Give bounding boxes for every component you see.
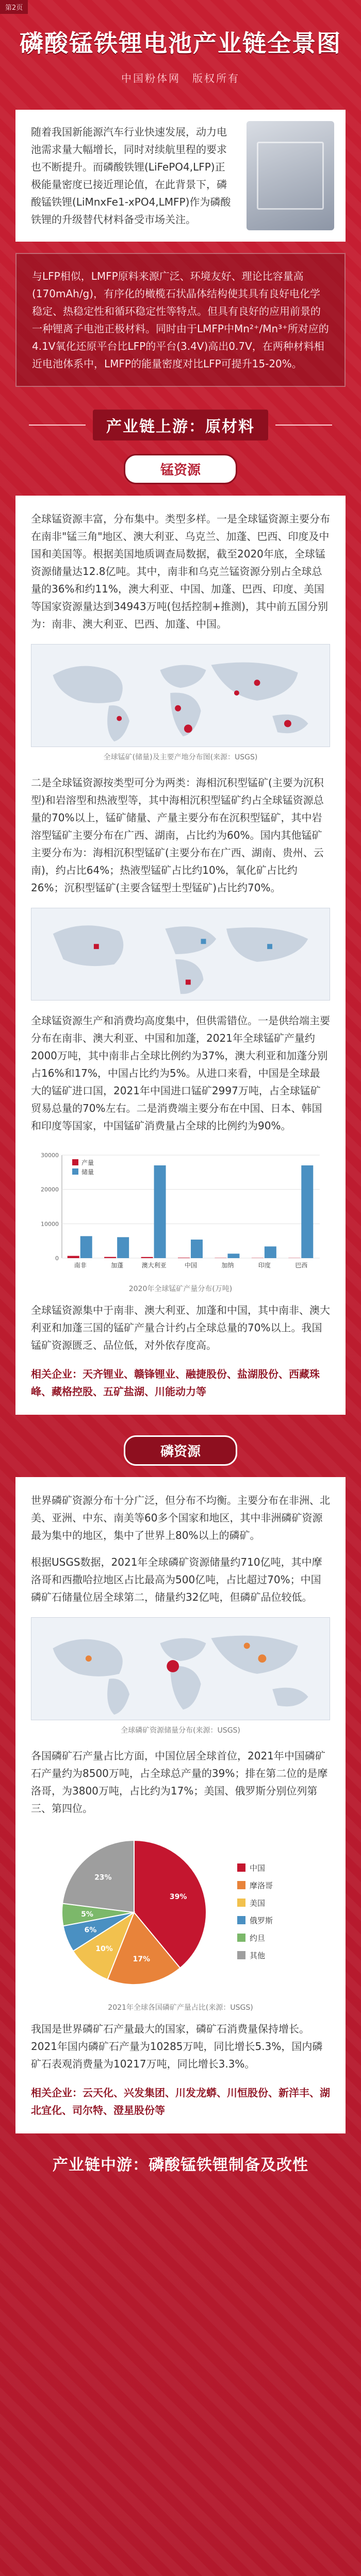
phosphorus-chart-caption: 2021年全球各国磷矿产量占比(来源：USGS) <box>108 2004 253 2012</box>
x-tick-label: 加蓬 <box>111 1262 124 1269</box>
type-map-svg <box>31 908 330 1000</box>
legend-label: 约旦 <box>250 1934 266 1943</box>
phosphorus-p2: 根据USGS数据，2021年全球磷矿资源储量约710亿吨，其中摩洛哥和西撒哈拉地区占比最高为500亿吨，占比超过70%；中国磷矿石储量位居全球第二，储量约32亿吨，但磷矿品位较低。 <box>31 1556 322 1603</box>
legend-label: 美国 <box>250 1899 266 1908</box>
slice-label: 6% <box>84 1926 97 1935</box>
phosphorus-p1: 世界磷矿资源分布十分广泛，但分布不均衡。主要分布在非洲、北美、亚洲、中东、南美等60多个国家和地区，其中非洲磷矿资源最为集中的地区，集中了世界上80%以上的磷矿。 <box>31 1494 330 1541</box>
x-tick-label: 南非 <box>74 1262 87 1269</box>
y-tick-label: 20000 <box>41 1186 59 1193</box>
legend-swatch <box>72 1168 78 1175</box>
bar <box>104 1257 116 1258</box>
legend-label: 储量 <box>81 1168 94 1176</box>
upstream-banner <box>0 410 361 440</box>
world-map-svg <box>31 645 330 747</box>
bar <box>141 1257 153 1258</box>
phosphorus-p3: 各国磷矿石产量占比方面，中国位居全球首位，2021年中国磷矿石产量约为8500万吨，占全球总产量的39%；排在第二位的是摩洛哥，为3800万吨，占比约为17%；美国、俄罗斯分别位列第三、第四位。 <box>31 1750 328 1815</box>
bar <box>117 1237 129 1258</box>
manganese-bar-svg <box>31 1145 330 1279</box>
intro2-card <box>15 253 346 387</box>
phosphorus-pie-chart <box>31 1827 330 2013</box>
banner-line-left <box>29 425 86 426</box>
legend-label: 产量 <box>81 1159 94 1166</box>
legend-swatch <box>237 1934 245 1942</box>
slice-label: 10% <box>95 1945 113 1954</box>
bar <box>191 1240 203 1258</box>
slice-label: 39% <box>169 1893 187 1902</box>
bar <box>227 1253 239 1258</box>
legend-swatch <box>237 1899 245 1907</box>
legend-swatch <box>237 1863 245 1872</box>
legend-label: 俄罗斯 <box>250 1916 273 1925</box>
manganese-world-map <box>31 644 330 747</box>
battery-photo <box>247 121 334 230</box>
slice-label: 5% <box>81 1910 93 1919</box>
manganese-related: 相关企业：天齐锂业、赣锋锂业、融捷股份、盐湖股份、西藏珠峰、藏格控股、五矿盐湖、川能动力等 <box>31 1368 320 1398</box>
phosphorus-world-map <box>31 1617 330 1720</box>
phosphorus-p4: 我国是世界磷矿石产量最大的国家，磷矿石消费量保持增长。2021年国内磷矿石产量为10285万吨，同比增长5.3%，国内磷矿石表观消费量为10217万吨，同比增长3.3%。 <box>31 2023 323 2070</box>
legend-label: 中国 <box>250 1863 266 1873</box>
intro2-text: 与LFP相似，LMFP原料来源广泛、环境友好、理论比容量高(170mAh/g)，有序化的橄榄石状晶体结构使其具有良好电化学稳定、热稳定性和循环稳定性等特点。但具有良好的应用前景的一种锂离子电池正极材料。同时由于LMFP中Mn²⁺/Mn³⁺所对应的4.1V氧化还原平台比LFP的平台(3.4V)高出0.7V，在两种材料相近电池体系中，LMFP的能量密度对比LFP可提升15-20%。 <box>32 270 329 370</box>
page-tag: 第2页 <box>0 0 28 14</box>
legend-swatch <box>237 1951 245 1959</box>
phosphorus-pill: 磷资源 <box>124 1435 237 1466</box>
bar <box>265 1246 276 1258</box>
bar <box>68 1256 79 1258</box>
legend-label: 其他 <box>250 1951 266 1960</box>
intro-text: 随着我国新能源汽车行业快速发展，动力电池需求量大幅增长，同时对续航里程的要求也不断提升。而磷酸铁锂(LiFePO4,LFP)正极能量密度已接近理论值，在此背景下，磷酸锰铁锂(LiMnxFe1-xPO4,LMFP)作为磷酸铁锂的升级替代材料备受市场关注。 <box>31 126 231 226</box>
phosphorus-map-caption: 全球磷矿资源储量分布(来源：USGS) <box>121 1726 240 1735</box>
source-line: 中国粉体网 版权所有 <box>121 72 240 84</box>
bar <box>80 1236 92 1258</box>
bar <box>154 1165 166 1258</box>
manganese-card <box>15 496 346 1415</box>
y-tick-label: 10000 <box>41 1221 59 1228</box>
legend-swatch <box>237 1881 245 1889</box>
manganese-map-caption: 全球锰矿(储量)及主要产地分布图(来源：USGS) <box>103 753 258 761</box>
manganese-p2: 二是全球锰资源按类型可分为两类：海相沉积型锰矿(主要为沉积型)和岩溶型和热液型等，其中海相沉积型锰矿约占全球锰资源总量的70%以上，锰矿储量、产量主要分布在沉积型锰矿，其中岩溶型锰矿主要分布在广西、湖南，占比约为60%。国内其他锰矿主要分布为：海相沉积型锰矿(主要分布在广西、湖南、贵州、云南)，约占比64%；热液型锰矿占比约10%，氧化矿占比约26%；沉积型锰矿(主要含锰型土型锰矿)占比约70%。 <box>31 776 324 894</box>
phosphorus-map-svg <box>31 1618 330 1720</box>
banner-line-right <box>275 425 332 426</box>
slice-label: 17% <box>133 1955 150 1963</box>
manganese-bar-chart <box>31 1145 330 1294</box>
manganese-chart-caption: 2020年全球锰矿产量分布(万吨) <box>128 1285 233 1293</box>
phosphorus-card <box>15 1477 346 2133</box>
slice-label: 23% <box>94 1873 112 1882</box>
y-tick-label: 30000 <box>41 1152 59 1159</box>
legend-label: 摩洛哥 <box>250 1881 273 1890</box>
x-tick-label: 加纳 <box>221 1262 234 1269</box>
phosphorus-related: 相关企业：云天化、兴发集团、川发龙蟒、川恒股份、新洋丰、湖北宜化、司尔特、澄星股份等 <box>31 2087 330 2116</box>
y-tick-label: 0 <box>55 1255 59 1262</box>
x-tick-label: 澳大利亚 <box>141 1262 167 1269</box>
phosphorus-pie-svg <box>31 1827 330 1997</box>
page-title: 磷酸锰铁锂电池产业链全景图 <box>20 29 341 57</box>
x-tick-label: 印度 <box>258 1262 271 1269</box>
manganese-p4: 全球锰资源集中于南非、澳大利亚、加蓬和中国，其中南非、澳大利亚和加蓬三国的锰矿产量合计约占全球总量的70%以上。我国锰矿资源匮乏、品位低，对外依存度高。 <box>31 1304 330 1351</box>
x-tick-label: 中国 <box>184 1262 198 1269</box>
intro-card <box>15 110 346 242</box>
midstream-banner: 产业链中游：磷酸锰铁锂制备及改性 <box>53 2156 308 2174</box>
legend-swatch <box>72 1159 78 1165</box>
bar <box>301 1165 313 1258</box>
manganese-p1: 全球锰资源丰富，分布集中。类型多样。一是全球锰资源主要分布在南非"锰三角"地区、澳大利亚、乌克兰、加蓬、巴西、印度及中国和美国等。根据美国地质调查局数据，截至2020年底，全球锰资源储量达12.8亿吨。其中，南非和乌克兰锰资源分别占全球总量的36%和约11%，澳大利亚、中国、加蓬、巴西、印度、美国等国家资源量达到34943万吨(包括控制+推测)，其中前五国分别为：南非、澳大利亚、巴西、加蓬、中国。 <box>31 513 330 630</box>
manganese-type-map <box>31 908 330 1001</box>
manganese-p3: 全球锰资源生产和消费均高度集中，但供需错位。一是供给端主要分布在南非、澳大利亚、中国和加蓬，2021年全球锰矿产量约2000万吨，其中南非占全球比例约为37%，澳大利亚和加蓬分别占16%和17%，中国占比约为5%。从进口来看，中国是全球最大的锰矿进口国，2021年中国进口锰矿2997万吨，占全球锰矿贸易总量的70%左右。二是消费端主要分布在中国、日本、韩国和印度等国家，中国锰矿消费量占全球的比例约为90%。 <box>31 1014 330 1132</box>
legend-swatch <box>237 1916 245 1924</box>
upstream-banner-label: 产业链上游：原材料 <box>93 410 268 440</box>
x-tick-label: 巴西 <box>295 1262 308 1269</box>
manganese-pill: 锰资源 <box>124 454 237 484</box>
